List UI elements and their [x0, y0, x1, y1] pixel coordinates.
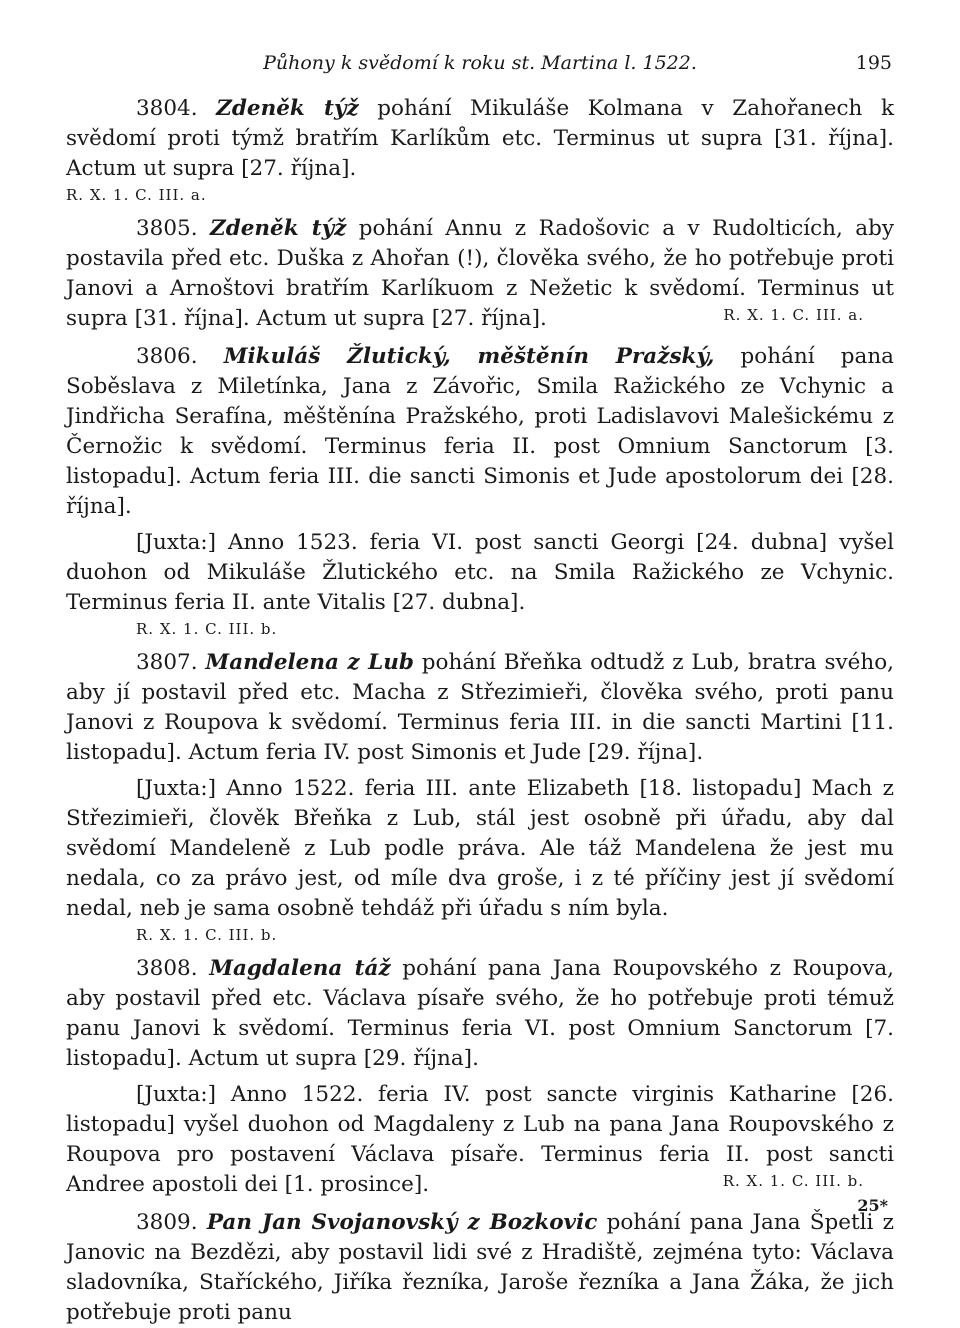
running-head	[66, 52, 894, 84]
entry-text: pohání pana Jana Roupovského z Roupova, aby postavil před etc. Václava písaře svého, že ho potřebuje proti témuž panu Janovi k svědomí. Terminus feria VI. post Omnium Sanctorum [7. listopadu]. Actum ut supra [29. října].	[66, 956, 894, 1071]
entry-paragraph	[66, 1208, 894, 1328]
entry-number: 3807.	[136, 650, 198, 675]
entry-number: 3808.	[136, 956, 198, 981]
entry-number: 3809.	[136, 1210, 198, 1235]
entry-name: Magdalena táž	[209, 956, 391, 981]
entry-name: Zdeněk týž	[216, 96, 359, 121]
signature-mark: 25*	[857, 1196, 888, 1215]
archive-signature: R. X. 1. C. III. a.	[66, 186, 207, 204]
archive-signature: R. X. 1. C. III. b.	[136, 620, 278, 638]
entry-paragraph	[66, 214, 894, 334]
entry-paragraph	[66, 342, 894, 522]
entry-name: Mandelena z Lub	[205, 650, 414, 675]
entry-name: Mikuláš Žlutický, měštěnín Pražský,	[223, 344, 715, 369]
archive-signature: R. X. 1. C. III. b.	[722, 1172, 864, 1190]
entries	[66, 94, 894, 1328]
entry-text: pohání pana Soběslava z Miletínka, Jana z Závořic, Smila Ražického ze Vchynic a Jindřicha Serafína, měštěnína Pražského, proti Ladislavovi Malešickému z Černožic k svědomí. Terminus feria II. post Omnium Sanctorum [3. listopadu]. Actum feria III. die sancti Simonis et Jude apostolorum dei [28. října].	[66, 344, 894, 519]
juxta-text: [Juxta:] Anno 1522. feria IV. post sancte virginis Katharine [26. listopadu] vyšel duohon od Magdaleny z Lub na pana Jana Roupovského z Roupova pro postavení Václava písaře. Terminus feria II. post sancti Andree apostoli dei [1. prosince].	[66, 1082, 894, 1197]
entry-3808	[66, 954, 894, 1200]
entry-3806	[66, 342, 894, 640]
juxta-paragraph: [Juxta:] Anno 1523. feria VI. post sancti Georgi [24. dubna] vyšel duohon od Mikuláše Žlutického etc. na Smila Ražického ze Vchynic. Terminus feria II. ante Vitalis [27. dubna].	[66, 530, 894, 615]
entry-text: pohání Břeňka odtudž z Lub, bratra svého, aby jí postavil před etc. Macha z Střezimieři, člověka svého, proti panu Janovi z Roupova k svědomí. Terminus feria III. in die sancti Martini [11. listopadu]. Actum feria IV. post Simonis et Jude [29. října].	[66, 650, 894, 765]
entry-3805	[66, 214, 894, 334]
archive-signature: R. X. 1. C. III. b.	[136, 926, 278, 944]
entry-paragraph	[66, 648, 894, 768]
entry-number: 3805.	[136, 216, 198, 241]
entry-paragraph	[66, 94, 894, 184]
juxta-paragraph: [Juxta:] Anno 1522. feria III. ante Elizabeth [18. listopadu] Mach z Střezimieři, člověk Břeňka z Lub, stál jest osobně při úřadu, aby dal svědomí Mandeleně z Lub podle práva. Ale táž Mandelena že jest mu nedala, co za právo jest, od míle dva groše, i z té příčiny jest jí svědomí nedal, neb je sama osobně tehdáž při úřadu s ním byla.	[66, 776, 894, 921]
entry-3807	[66, 648, 894, 946]
archive-signature: R. X. 1. C. III. a.	[723, 306, 864, 324]
entry-text: pohání pana Jana Špetli z Janovic na Bezdězi, aby postavil lidi své z Hradiště, zejména tyto: Václava sladovníka, Staříckého, Jiříka řezníka, Jaroše řezníka a Jana Žáka, že jich potřebuje proti panu	[66, 1210, 894, 1325]
entry-text: pohání Annu z Radošovic a v Rudolticích, aby postavila před etc. Duška z Ahořan (!), člověka svého, že ho potřebuje proti Janovi a Arnoštovi bratřím Karlíkuom z Nežetic k svědomí. Terminus ut supra [31. října]. Actum ut supra [27. října].	[66, 216, 895, 331]
entry-text: pohání Mikuláše Kolmana v Zahořanech k svědomí proti týmž bratřím Karlíkům etc. Terminus ut supra [31. října]. Actum ut supra [27. října].	[66, 96, 895, 181]
juxta-paragraph	[66, 1080, 894, 1200]
entry-number: 3804.	[136, 96, 198, 121]
entry-number: 3806.	[136, 344, 198, 369]
running-title: Půhony k svědomí k roku st. Martina l. 1522.	[263, 52, 697, 74]
entry-name: Pan Jan Svojanovský z Bozkovic	[206, 1210, 598, 1235]
page-number: 195	[855, 52, 892, 74]
entry-3804	[66, 94, 894, 206]
entry-paragraph	[66, 954, 894, 1074]
entry-name: Zdeněk týž	[210, 216, 347, 241]
entry-3809	[66, 1208, 894, 1328]
